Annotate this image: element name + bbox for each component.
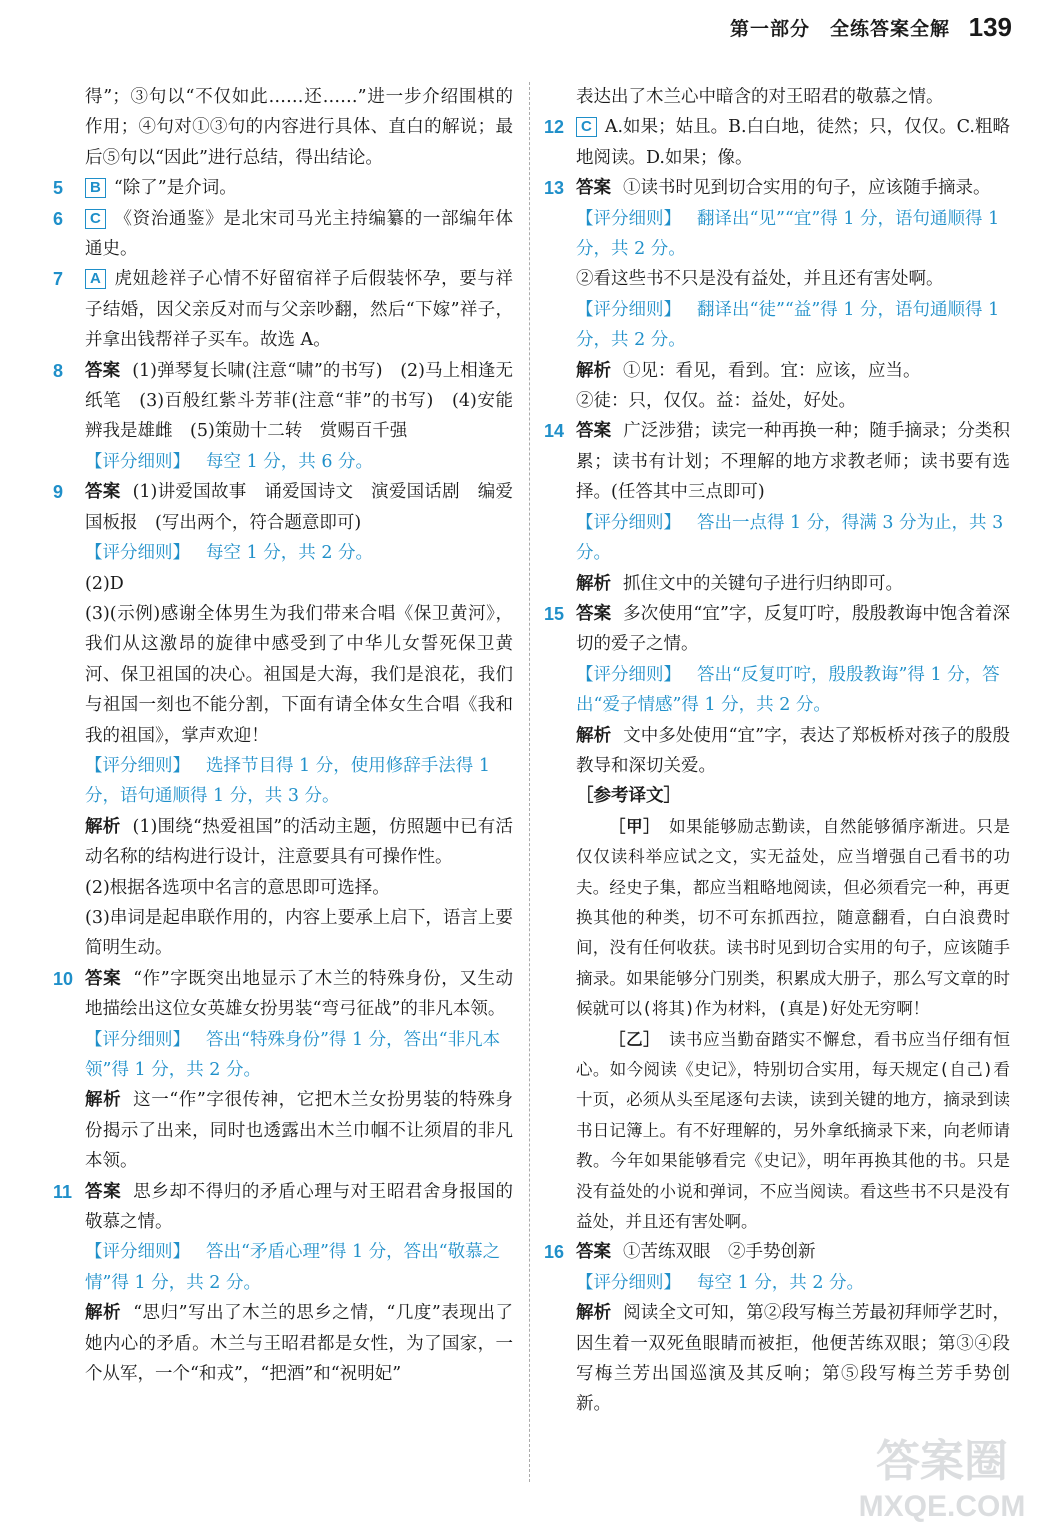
question-9	[53, 477, 514, 538]
scoring-text: 每空 1 分，共 6 分。	[206, 451, 374, 472]
answer-text: (1)讲爱国故事 诵爱国诗文 演爱国话剧 编爱国板报 (写出两个，符合题意即可)	[85, 482, 514, 533]
scoring-rule	[548, 295, 1010, 356]
question-number: 11	[53, 1181, 73, 1202]
answer-text: “除了”是介词。	[113, 178, 237, 199]
answer-choice-box: A	[85, 269, 106, 289]
scoring-tag: 【评分细则】	[85, 755, 190, 776]
answer-text: (1)弹琴复长啸(注意“啸”的书写) (2)马上相逢无纸笔 (3)百般红紫斗芳菲(注意“菲”的书写) (4)安能辨我是雄雌 (5)策勋十二转 赏赐百千强	[85, 360, 514, 442]
question-8	[53, 356, 514, 447]
question-number: 10	[53, 968, 74, 989]
question-number: 8	[53, 360, 64, 381]
question-number: 13	[544, 178, 565, 199]
explanation	[548, 1298, 1010, 1420]
scoring-rule	[57, 1025, 513, 1086]
section-title: 第一部分 全练答案全解	[729, 18, 950, 40]
watermark-logo	[852, 1418, 1032, 1528]
question-number: 12	[544, 117, 565, 138]
explanation-text: (1)围绕“热爱祖国”的活动主题，仿照题中已有活动名称的结构进行设计，注意要具有可操作性。	[85, 816, 514, 868]
scoring-text: 每空 1 分，共 2 分。	[206, 543, 374, 564]
answer-part-2: (2)D	[85, 573, 124, 594]
answer-text: 虎妞趁祥子心情不好留宿祥子后假装怀孕，要与祥子结婚，因父亲反对而与父亲吵翻，然后“下嫁”祥子，并拿出钱帮祥子买车。故选 A。	[85, 269, 513, 351]
answer-label: 答案	[576, 1242, 611, 1263]
explanation-label: 解析	[576, 360, 611, 381]
explanation-text: ①见：看见，看到。宜：应该，应当。	[623, 360, 921, 381]
scoring-text: 答出一点得 1 分，得满 3 分为止，共 3 分。	[576, 512, 1004, 564]
scoring-tag: 【评分细则】	[576, 512, 681, 533]
question-10	[53, 964, 513, 1025]
continued-paragraph: 表达出了木兰心中暗含的对王昭君的敬慕之情。	[576, 87, 944, 107]
explanation-part-3: (3)串词是起串联作用的，内容上要承上启下，语言上要简明生动。	[85, 907, 513, 959]
answer-label: 答案	[85, 1181, 122, 1202]
explanation	[548, 569, 1010, 599]
explanation-text: “思归”写出了木兰的思乡之情，“几度”表现出了她内心的矛盾。木兰与王昭君都是女性，为了国家，一个从军，一个“和戎”，“把酒”和“祝明妃”	[85, 1303, 513, 1385]
question-7	[53, 264, 513, 355]
translation-mark: ［甲］	[609, 816, 652, 836]
scoring-text: 每空 1 分，共 2 分。	[697, 1272, 865, 1293]
question-15	[544, 599, 1010, 660]
scoring-tag: 【评分细则】	[576, 1272, 681, 1293]
answer-choice-box: C	[85, 209, 106, 229]
question-16	[544, 1237, 1010, 1267]
explanation-text: 这一“作”字很传神，它把木兰女扮男装的特殊身份揭示了出来，同时也透露出木兰巾帼不让须眉的非凡本领。	[85, 1090, 513, 1172]
translation-text: 如果能够励志勤读，自然能够循序渐进。只是仅仅读科举应试之文，实无益处，应当增强自己看书的功夫。经史子集，都应当粗略地阅读，但必须看完一种，再更换其他的种类，切不可东抓西拉，随意翻看，白白浪费时间，没有任何收获。读书时见到切合实用的句子，应该随手摘录。如果能够分门别类，积累成大册子，那么写文章的时候就可以(将其)作为材料，(真是)好处无穷啊！	[576, 816, 1011, 1019]
explanation-label: 解析	[85, 816, 121, 837]
scoring-tag: 【评分细则】	[85, 543, 190, 564]
right-column	[544, 82, 1011, 1420]
explanation-label: 解析	[85, 1303, 122, 1324]
answer-text: A.如果；姑且。B.白白地，徒然；只，仅仅。C.粗略地阅读。D.如果；像。	[576, 117, 1010, 168]
scoring-text: 答出“特殊身份”得 1 分，答出“非凡本领”得 1 分，共 2 分。	[85, 1029, 501, 1080]
scoring-rule	[548, 660, 1010, 721]
explanation-text: 文中多处使用“宜”字，表达了郑板桥对孩子的殷殷教导和深切关爱。	[576, 725, 1010, 776]
question-12	[544, 112, 1010, 173]
question-13	[544, 173, 1010, 203]
question-number: 5	[53, 178, 64, 199]
question-number: 9	[53, 482, 64, 503]
scoring-rule	[57, 1237, 513, 1298]
explanation-text: 抓住文中的关键句子进行归纳即可。	[623, 573, 903, 594]
explanation-label: 解析	[576, 1303, 612, 1324]
watermark-text: 答案圈	[876, 1436, 1008, 1487]
explanation	[57, 1298, 513, 1389]
explanation	[57, 812, 513, 873]
explanation-text: 阅读全文可知，第②段写梅兰芳最初拜师学艺时，因生着一双死鱼眼睛而被拒，他便苦练双眼；第③④段写梅兰芳出国巡演及其反响；第⑤段写梅兰芳手势创新。	[576, 1303, 1011, 1415]
translation-yi	[548, 1025, 1010, 1238]
answer-choice-box: B	[85, 178, 106, 198]
question-number: 7	[53, 269, 64, 290]
answer-label: 答案	[85, 968, 122, 989]
watermark-url: MXQE.COM	[858, 1490, 1026, 1523]
explanation-part-2: (2)根据各选项中名言的意思即可选择。	[85, 877, 390, 898]
scoring-text: 翻译出“徒”“益”得 1 分，语句通顺得 1 分，共 2 分。	[576, 299, 1000, 351]
question-number: 6	[53, 208, 64, 229]
answer-part-2: ②看这些书不只是没有益处，并且还有害处啊。	[576, 269, 944, 290]
scoring-tag: 【评分细则】	[85, 1242, 190, 1263]
scoring-rule	[57, 751, 513, 812]
question-14	[544, 416, 1011, 507]
reference-translation-title: ［参考译文］	[576, 786, 681, 807]
explanation-part-2: ②徒：只，仅仅。益：益处，好处。	[576, 391, 856, 412]
scoring-tag: 【评分细则】	[576, 664, 681, 685]
answer-text: ①读书时见到切合实用的句子，应该随手摘录。	[623, 178, 991, 199]
answer-text: 广泛涉猎；读完一种再换一种；随手摘录；分类积累；读书有计划；不理解的地方求教老师；读书要有选择。(任答其中三点即可)	[576, 421, 1011, 503]
answer-text: “作”字既突出地显示了木兰的特殊身份，又生动地描绘出这位女英雄女扮男装“弯弓征战”的非凡本领。	[85, 968, 513, 1020]
scoring-rule	[548, 204, 1010, 265]
scoring-rule	[548, 1268, 1010, 1298]
translation-mark: ［乙］	[609, 1029, 652, 1049]
answer-choice-box: C	[576, 117, 597, 137]
page-number: 139	[968, 12, 1012, 42]
scoring-text: 翻译出“见”“宜”得 1 分，语句通顺得 1 分，共 2 分。	[576, 208, 1000, 260]
answer-label: 答案	[576, 421, 612, 442]
question-11	[53, 1177, 514, 1238]
explanation-label: 解析	[576, 573, 611, 594]
scoring-tag: 【评分细则】	[576, 208, 681, 229]
question-number: 15	[544, 603, 565, 624]
answer-text: ①苦练双眼 ②手势创新	[623, 1242, 816, 1263]
watermark-graphic	[852, 1418, 1032, 1528]
page-header	[0, 0, 1060, 56]
explanation	[548, 356, 1010, 386]
explanation	[548, 721, 1010, 782]
question-5	[53, 173, 513, 203]
explanation-label: 解析	[85, 1090, 122, 1111]
answer-label: 答案	[576, 603, 612, 624]
question-number: 14	[544, 421, 565, 442]
scoring-tag: 【评分细则】	[85, 451, 190, 472]
scoring-tag: 【评分细则】	[576, 299, 681, 320]
answer-text: 《资治通鉴》是北宋司马光主持编纂的一部编年体通史。	[85, 208, 513, 260]
answer-label: 答案	[85, 360, 121, 381]
continued-paragraph: 得”；③句以“不仅如此……还……”进一步介绍围棋的作用；④句对①③句的内容进行具体、直白的解说；最后⑤句以“因此”进行总结，得出结论。	[85, 87, 513, 168]
answer-text: 思乡却不得归的矛盾心理与对王昭君舍身报国的敬慕之情。	[85, 1181, 514, 1233]
column-divider	[529, 82, 530, 1482]
explanation-label: 解析	[576, 725, 612, 746]
answer-label: 答案	[85, 482, 121, 503]
scoring-text: 答出“矛盾心理”得 1 分，答出“敬慕之情”得 1 分，共 2 分。	[85, 1242, 501, 1293]
explanation	[57, 1085, 513, 1176]
translation-jia	[548, 812, 1010, 1025]
question-6	[53, 204, 513, 265]
scoring-tag: 【评分细则】	[85, 1029, 190, 1050]
answer-part-3: (3)(示例)感谢全体男生为我们带来合唱《保卫黄河》，我们从这激昂的旋律中感受到了中华儿女誓死保卫黄河、保卫祖国的决心。祖国是大海，我们是浪花，我们与祖国一刻也不能分割，下面有请全体女生合唱《我和我的祖国》，掌声欢迎！	[85, 603, 513, 746]
left-column	[53, 82, 514, 1389]
scoring-text: 选择节目得 1 分，使用修辞手法得 1 分，语句通顺得 1 分，共 3 分。	[85, 755, 490, 807]
answer-label: 答案	[576, 178, 611, 199]
answer-text: 多次使用“宜”字，反复叮咛，殷殷教诲中饱含着深切的爱子之情。	[576, 603, 1010, 655]
scoring-rule	[548, 508, 1010, 569]
scoring-rule	[57, 447, 513, 477]
scoring-text: 答出“反复叮咛，殷殷教诲”得 1 分，答出“爱子情感”得 1 分，共 2 分。	[576, 664, 1000, 716]
scoring-rule	[57, 538, 513, 568]
translation-text: 读书应当勤奋踏实不懈怠，看书应当仔细有恒心。如今阅读《史记》，特别切合实用，每天规定(自己)看十页，必须从头至尾逐句去读，读到关键的地方，摘录到读书日记簿上。有不好理解的，另外拿纸摘录下来，向老师请教。今年如果能够看完《史记》，明年再换其他的书。只是没有益处的小说和弹词，不应当阅读。看这些书不只是没有益处，并且还有害处啊。	[576, 1029, 1011, 1232]
question-number: 16	[544, 1242, 565, 1263]
